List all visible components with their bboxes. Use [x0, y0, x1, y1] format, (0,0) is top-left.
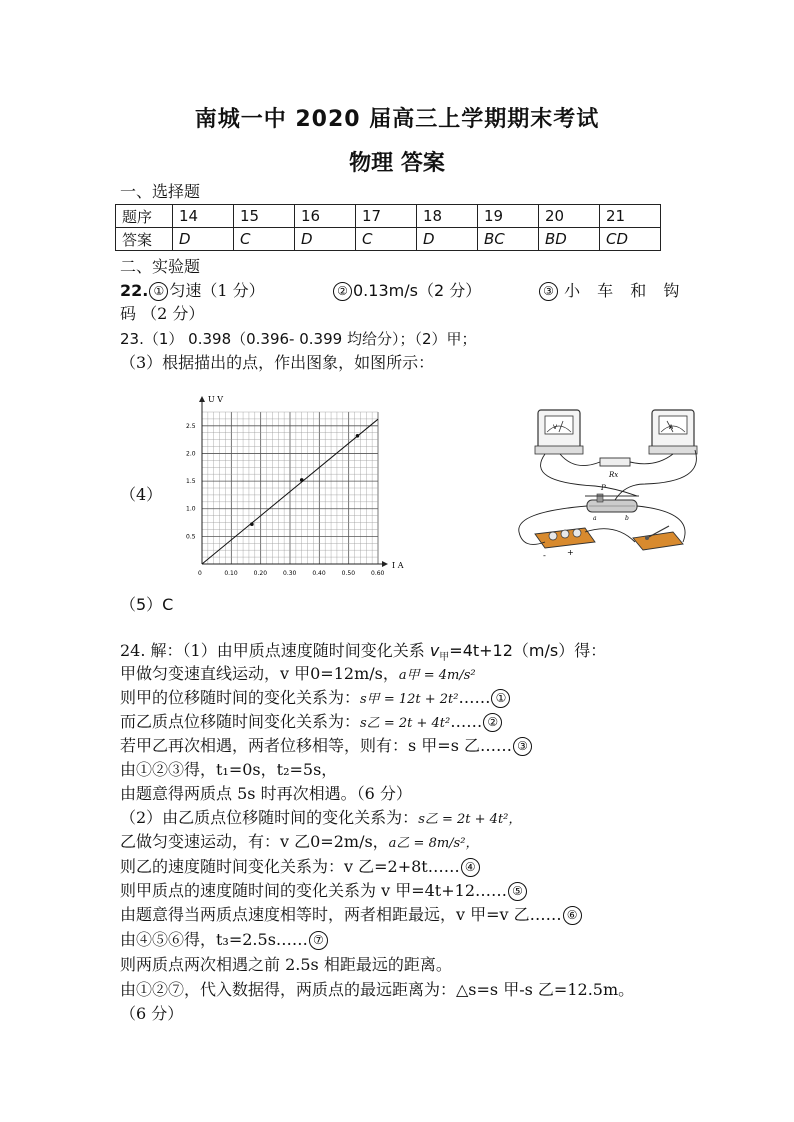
circle-number: ①	[149, 282, 168, 301]
q24-text: 则乙的速度随时间变化关系为：v 乙=2+8t……	[120, 857, 460, 876]
q22-part-2	[332, 280, 481, 302]
circle-number: ③	[513, 737, 532, 756]
x-tick-label: 0.10	[224, 570, 238, 577]
table-cell: BD	[539, 228, 600, 251]
circle-number: ②	[333, 282, 352, 301]
battery-plus-label: +	[567, 548, 574, 557]
page-subtitle: 物理 答案	[349, 151, 445, 176]
terminal-a-label: a	[593, 515, 597, 522]
table-row	[116, 228, 661, 251]
q24-text: 由④⑤⑥得，t₃=2.5s……	[120, 930, 308, 949]
q22-line	[120, 280, 686, 302]
resistor-rx	[600, 458, 630, 479]
q24-line-14: 则两质点两次相遇之前 2.5s 相距最远的距离。	[120, 955, 452, 974]
q23-line-4: （4）	[120, 485, 163, 504]
q24-line-8	[120, 807, 521, 831]
q24-text: （2）由乙质点位移随时间的变化关系为：	[120, 808, 419, 827]
y-tick-label: 1.0	[186, 505, 196, 513]
x-tick-label: 0.60	[371, 570, 385, 577]
table-cell: D	[173, 228, 234, 251]
table-cell: 21	[600, 205, 661, 228]
y-tick-label: 0.5	[186, 533, 196, 541]
data-point	[300, 478, 304, 482]
voltmeter-label: V	[553, 424, 558, 431]
q23-line-3: （3）根据描出的点，作出图象，如图所示：	[120, 353, 435, 372]
ui-graph	[180, 392, 404, 584]
q24-var: v	[429, 641, 440, 660]
table-cell: BC	[478, 228, 539, 251]
switch	[633, 526, 683, 550]
q24-line-9	[120, 831, 478, 855]
q24-line-5	[120, 735, 533, 757]
rheostat	[585, 484, 639, 522]
table-row	[116, 205, 661, 228]
table-cell: 15	[234, 205, 295, 228]
page-title: 南城一中 2020 届高三上学期期末考试	[194, 107, 600, 132]
q24-line-3	[120, 687, 511, 711]
graph-ticks	[186, 423, 385, 577]
q22-number: 22.	[120, 281, 149, 300]
q24-ellipsis: ……	[450, 712, 483, 731]
circuit-diagram	[505, 402, 705, 560]
data-point	[250, 522, 254, 526]
q24-text: 甲做匀变速直线运动，v 甲0=12m/s，	[120, 664, 399, 683]
q24-text: 由题意得当两质点速度相等时，两者相距最远，v 甲=v 乙……	[120, 905, 562, 924]
q24-line-4	[120, 711, 503, 735]
table-row-label: 答案	[116, 228, 173, 251]
table-cell: 18	[417, 205, 478, 228]
x-tick-label: 0.40	[312, 570, 326, 577]
q24-line-13	[120, 929, 329, 951]
circle-number: ②	[483, 713, 502, 732]
resistor-label: Rx	[609, 471, 619, 479]
y-axis-arrow	[199, 396, 205, 402]
q24-text: 若甲乙再次相遇，两者位移相等，则有：s 甲=s 乙……	[120, 736, 513, 755]
table-cell: 14	[173, 205, 234, 228]
q22-answer-3-cont: 码 （2 分）	[120, 304, 205, 323]
slider-label: P	[601, 484, 606, 492]
table-cell: 20	[539, 205, 600, 228]
q24-formula: s甲 = 12t + 2t²	[360, 692, 459, 707]
q23-line-5: （5）C	[120, 595, 174, 614]
y-axis-label: U V	[208, 395, 224, 404]
table-cell: C	[356, 228, 417, 251]
q24-line-16: （6 分）	[120, 1004, 184, 1023]
q24-formula: s乙 = 2t + 4t²，	[418, 812, 522, 827]
battery-minus-label: -	[543, 551, 546, 560]
q24-ellipsis: ……	[458, 688, 491, 707]
q22-part-3	[538, 280, 685, 302]
y-tick-label: 1.5	[186, 478, 196, 486]
table-cell: D	[417, 228, 478, 251]
q24-text: =4t+12（m/s）得：	[449, 641, 607, 660]
circle-number: ⑥	[563, 906, 582, 925]
q24-line-2	[120, 663, 476, 687]
q22-answer-3: 小 车 和 钩	[564, 281, 686, 300]
q24-formula: a甲 = 4m/s²	[398, 668, 476, 683]
circle-number: ①	[491, 689, 510, 708]
x-axis-label: I A	[392, 561, 404, 570]
graph-grid	[202, 412, 378, 564]
q24-line-15: 由①②⑦，代入数据得，两质点的最远距离为：△s=s 甲-s 乙=12.5m。	[120, 980, 635, 999]
table-cell: C	[234, 228, 295, 251]
q24-sub: 甲	[439, 652, 450, 664]
ammeter	[649, 410, 697, 454]
ammeter-label: A	[669, 424, 674, 431]
y-tick-label: 2.0	[186, 450, 196, 458]
q22-answer-2: 0.13m/s（2 分）	[353, 281, 482, 300]
q24-line-10	[120, 856, 481, 878]
x-tick-label: 0.20	[253, 570, 268, 577]
y-tick-label: 2.5	[186, 422, 196, 430]
circle-number: ③	[539, 282, 558, 301]
battery	[535, 528, 595, 560]
table-cell: 16	[295, 205, 356, 228]
circle-number: ④	[461, 858, 480, 877]
table-cell: 19	[478, 205, 539, 228]
q24-line-12	[120, 904, 583, 926]
x-tick-label: 0.30	[283, 570, 297, 577]
q24-text: 乙做匀变速运动，有：v 乙0=2m/s，	[120, 832, 389, 851]
terminal-b-label: b	[625, 515, 629, 522]
q24-line-11	[120, 880, 528, 902]
voltmeter	[535, 410, 583, 454]
q24-text: 而乙质点位移随时间变化关系为：	[120, 712, 361, 731]
data-point	[356, 434, 360, 438]
x-axis-arrow	[382, 561, 388, 567]
table-cell: D	[295, 228, 356, 251]
table-row-label: 题序	[116, 205, 173, 228]
section-experiment-heading: 二、实验题	[120, 257, 201, 276]
q24-formula: a乙 = 8m/s²，	[388, 836, 479, 851]
answer-table	[115, 204, 661, 251]
q24-line-7: 由题意得两质点 5s 时再次相遇。（6 分）	[120, 784, 412, 803]
x-tick-label: 0.50	[341, 570, 356, 577]
circle-number: ⑦	[309, 931, 328, 950]
q23-line-1: 23.（1） 0.398（0.396- 0.399 均给分）；（2）甲；	[120, 330, 477, 348]
section-choice-heading: 一、选择题	[120, 182, 201, 201]
q24-line-6: 由①②③得，t₁=0s，t₂=5s，	[120, 760, 338, 779]
x-tick-label: 0	[198, 570, 202, 577]
q24-text: 24. 解：（1）由甲质点速度随时间变化关系	[120, 641, 425, 660]
q22-answer-1: 匀速（1 分）	[169, 281, 265, 300]
table-cell: 17	[356, 205, 417, 228]
table-cell: CD	[600, 228, 661, 251]
q24-formula: s乙 = 2t + 4t²	[360, 716, 451, 731]
q24-text: 则甲质点的速度随时间的变化关系为 v 甲=4t+12……	[120, 881, 507, 900]
circle-number: ⑤	[508, 882, 527, 901]
q24-text: 则甲的位移随时间的变化关系为：	[120, 688, 361, 707]
